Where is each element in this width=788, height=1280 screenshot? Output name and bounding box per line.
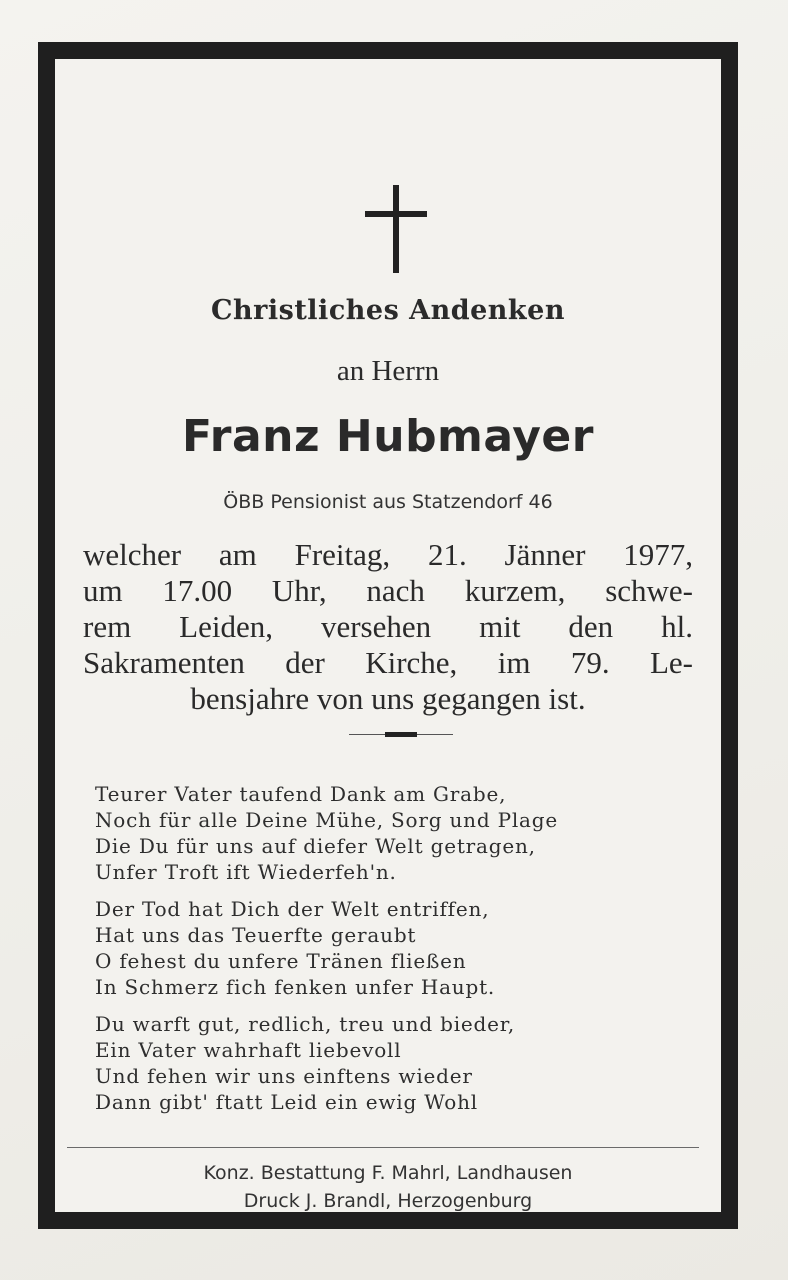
card-heading: Christliches Andenken xyxy=(211,295,565,326)
deceased-name: Franz Hubmayer xyxy=(182,411,594,462)
notice-line: Sakramenten der Kirche, im 79. Le- xyxy=(83,645,693,680)
poem-line: Du warft gut, redlich, treu und bieder, xyxy=(95,1012,516,1036)
printer-line: Druck J. Brandl, Herzogenburg xyxy=(243,1190,533,1212)
salutation: an Herrn xyxy=(336,355,440,387)
memorial-poem xyxy=(95,781,558,1126)
poem-line: Hat uns das Teuerfte geraubt xyxy=(95,923,417,947)
poem-stanza xyxy=(95,781,558,885)
printer-imprint xyxy=(55,1159,721,1215)
notice-line: bensjahre von uns gegangen ist. xyxy=(190,681,586,716)
poem-line: O fehest du unfere Tränen fließen xyxy=(95,949,467,973)
notice-line: um 17.00 Uhr, nach kurzem, schwe- xyxy=(83,573,693,608)
poem-line: Ein Vater wahrhaft liebevoll xyxy=(95,1038,402,1062)
poem-line: Und fehen wir uns einftens wieder xyxy=(95,1064,473,1088)
mourning-border xyxy=(38,42,738,1229)
poem-line: Der Tod hat Dich der Welt entriffen, xyxy=(95,897,490,921)
poem-stanza xyxy=(95,896,558,1000)
cross-icon xyxy=(365,185,427,273)
card-content xyxy=(55,59,721,1212)
poem-line: Teurer Vater taufend Dank am Grabe, xyxy=(95,782,507,806)
deceased-occupation: ÖBB Pensionist aus Statzendorf 46 xyxy=(223,491,553,513)
divider-ornament xyxy=(349,732,453,738)
poem-stanza xyxy=(95,1011,558,1115)
poem-line: Die Du für uns auf diefer Welt getragen, xyxy=(95,834,536,858)
footer-divider xyxy=(67,1147,699,1148)
death-notice xyxy=(83,537,693,717)
undertaker-line: Konz. Bestattung F. Mahrl, Landhausen xyxy=(203,1162,573,1184)
notice-line: welcher am Freitag, 21. Jänner 1977, xyxy=(83,537,693,572)
poem-line: Noch für alle Deine Mühe, Sorg und Plage xyxy=(95,808,559,832)
notice-line: rem Leiden, versehen mit den hl. xyxy=(83,609,693,644)
poem-line: In Schmerz fich fenken unfer Haupt. xyxy=(95,975,496,999)
poem-line: Dann gibt' ftatt Leid ein ewig Wohl xyxy=(95,1090,478,1114)
poem-line: Unfer Troft ift Wiederfeh'n. xyxy=(95,860,397,884)
